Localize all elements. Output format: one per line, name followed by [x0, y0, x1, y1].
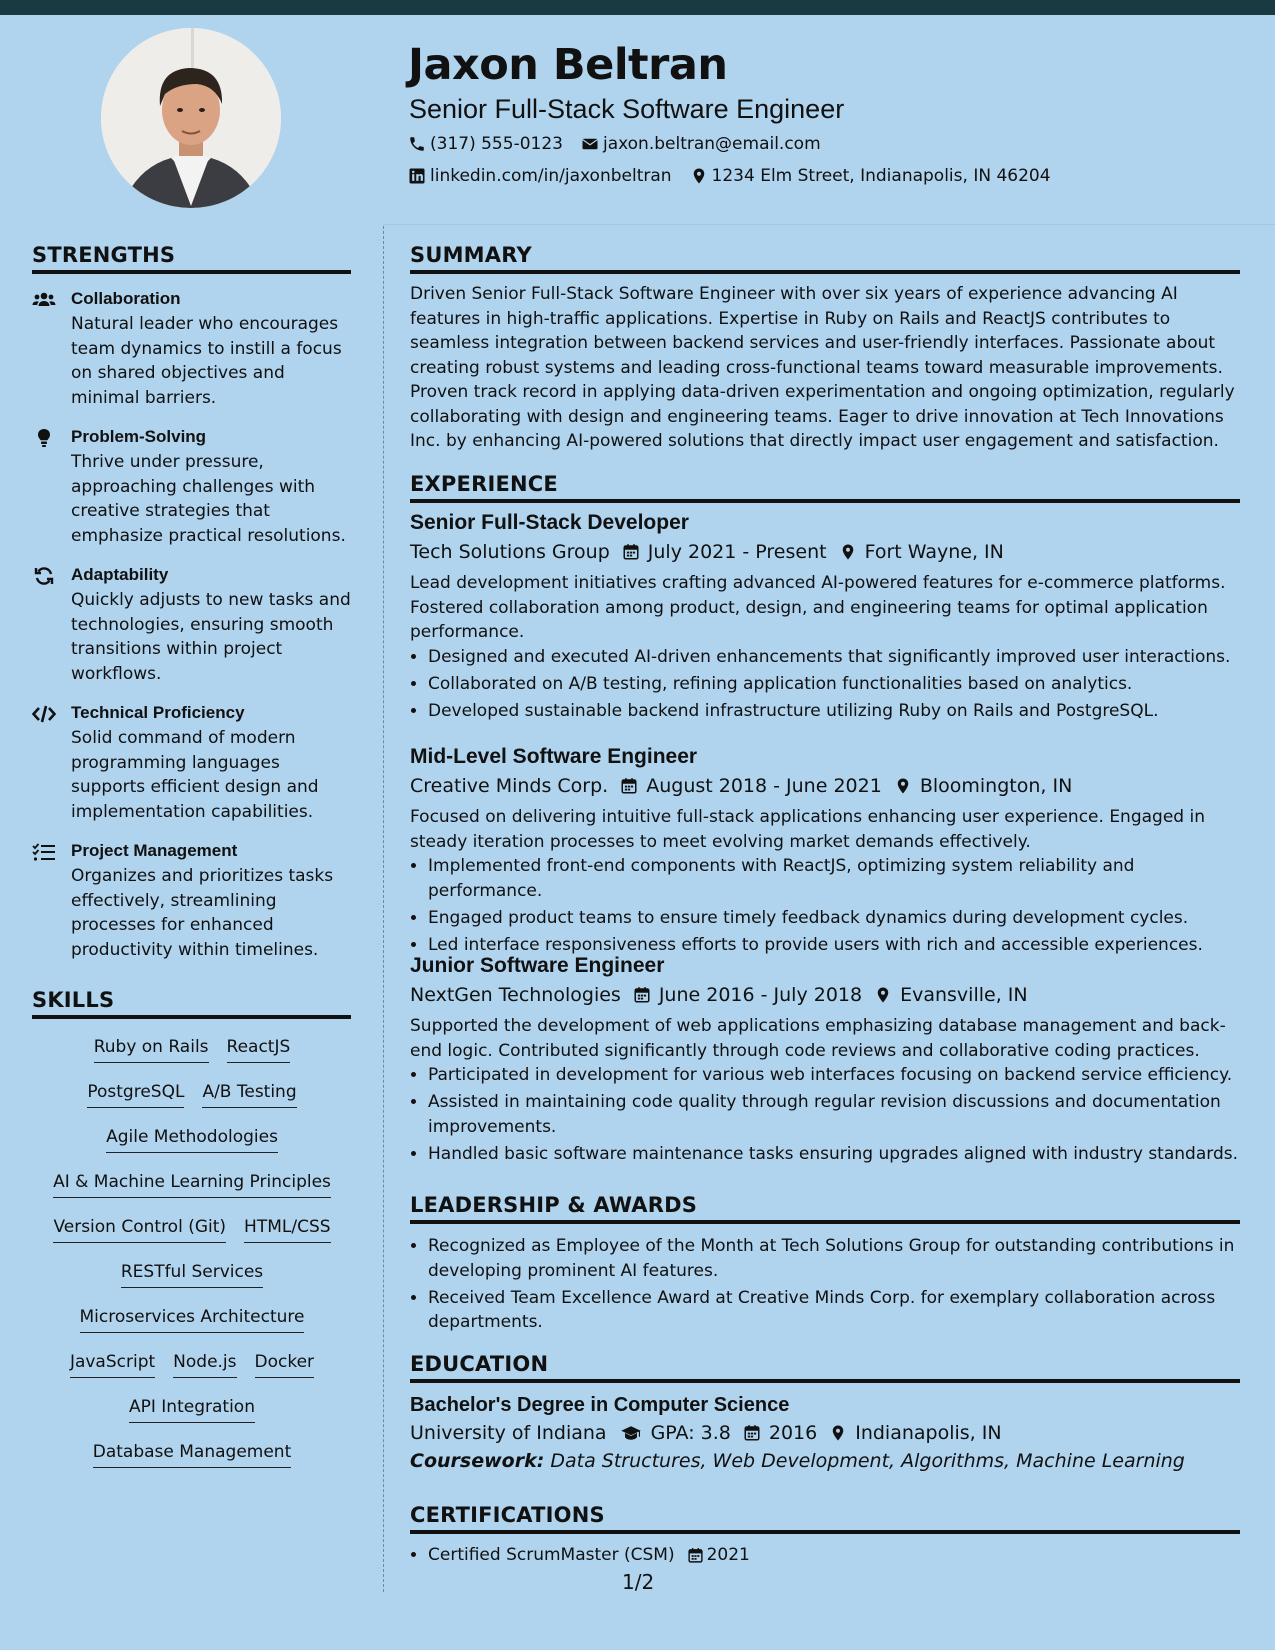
- job-title: Senior Full-Stack Developer: [410, 511, 689, 534]
- skill-tag: A/B Testing: [202, 1082, 296, 1108]
- strength-desc: Natural leader who encourages team dynamics to instill a focus on shared objectives and minimal barriers.: [71, 314, 342, 408]
- address-item: [690, 166, 1051, 186]
- job-entry: [410, 954, 1240, 1169]
- certifications-section: [410, 1543, 1240, 1570]
- phone-icon: [408, 135, 426, 153]
- strength-title: Project Management: [71, 841, 238, 860]
- certification-item: [428, 1543, 1240, 1568]
- bullet-item: • Developed sustainable backend infrastructure utilizing Ruby on Rails and PostgreSQL.: [428, 699, 1240, 724]
- school-location: Indianapolis, IN: [855, 1422, 1002, 1444]
- skill-tag: Docker: [255, 1352, 315, 1378]
- linkedin-url[interactable]: linkedin.com/in/jaxonbeltran: [430, 166, 672, 186]
- graduation-year: 2016: [768, 1422, 818, 1444]
- tasks-icon: [32, 842, 56, 862]
- skill-tag: Database Management: [93, 1442, 292, 1468]
- bullet-item: • Handled basic software maintenance tasks ensuring upgrades aligned with industry standards.: [428, 1142, 1240, 1167]
- skill-row: [32, 1352, 352, 1397]
- bullet-item: • Led interface responsiveness efforts to provide users with rich and accessible experiences.: [428, 933, 1240, 958]
- job-entry: [410, 745, 1240, 960]
- map-marker-icon: [690, 167, 708, 185]
- certifications-heading: CERTIFICATIONS: [410, 1503, 1240, 1534]
- strength-item: [32, 288, 352, 410]
- bullet-item: • Designed and executed AI-driven enhancements that significantly improved user interactions.: [428, 645, 1240, 670]
- top-bar: [0, 0, 1275, 15]
- linkedin-item: [408, 166, 672, 186]
- sync-icon: [32, 566, 56, 586]
- skill-tag: RESTful Services: [121, 1262, 263, 1288]
- leadership-bullets: [410, 1234, 1240, 1335]
- envelope-icon: [581, 135, 599, 153]
- job-meta: [410, 984, 1240, 1006]
- education-heading: EDUCATION: [410, 1352, 1240, 1383]
- graduation-cap-icon: [619, 1424, 643, 1442]
- calendar-icon: [620, 777, 638, 795]
- job-entry: [410, 511, 1240, 726]
- job-location: Fort Wayne, IN: [864, 541, 1004, 563]
- skill-tag: AI & Machine Learning Principles: [53, 1172, 331, 1198]
- summary-heading: SUMMARY: [410, 243, 1240, 274]
- strength-title: Problem-Solving: [71, 427, 207, 446]
- email-address[interactable]: jaxon.beltran@email.com: [602, 134, 821, 154]
- skill-row: [32, 1127, 352, 1172]
- skill-row: [32, 1397, 352, 1442]
- map-marker-icon: [829, 1424, 847, 1442]
- header-rule: [383, 224, 1275, 225]
- skill-tag: JavaScript: [70, 1352, 155, 1378]
- users-icon: [32, 290, 56, 310]
- job-company: NextGen Technologies: [410, 984, 621, 1006]
- skill-tag: API Integration: [129, 1397, 255, 1423]
- job-meta: [410, 541, 1240, 563]
- email-item: [581, 134, 821, 154]
- address-text: 1234 Elm Street, Indianapolis, IN 46204: [711, 166, 1051, 186]
- coursework-list: Data Structures, Web Development, Algorithms, Machine Learning: [550, 1450, 1185, 1472]
- experience-heading: EXPERIENCE: [410, 472, 1240, 503]
- bullet-item: • Assisted in maintaining code quality through regular revision discussions and documentation improvements.: [428, 1090, 1240, 1139]
- candidate-name: Jaxon Beltran: [408, 40, 728, 90]
- strengths-heading: STRENGTHS: [32, 243, 351, 274]
- skill-tag: Agile Methodologies: [106, 1127, 278, 1153]
- skill-tag: PostgreSQL: [87, 1082, 184, 1108]
- job-company: Creative Minds Corp.: [410, 775, 609, 797]
- phone-number[interactable]: (317) 555-0123: [430, 134, 563, 154]
- coursework-label: Coursework:: [410, 1450, 545, 1472]
- job-title: Junior Software Engineer: [410, 954, 665, 977]
- candidate-title: Senior Full-Stack Software Engineer: [409, 94, 845, 124]
- bullet-item: • Collaborated on A/B testing, refining application functionalities based on analytics.: [428, 672, 1240, 697]
- job-meta: [410, 775, 1240, 797]
- job-company: Tech Solutions Group: [410, 541, 610, 563]
- skill-row: [32, 1037, 352, 1082]
- skill-tag: Microservices Architecture: [80, 1307, 305, 1333]
- strength-item: [32, 564, 352, 686]
- contact-row-2: [408, 166, 1069, 186]
- summary-text: Driven Senior Full-Stack Software Engineer with over six years of experience advancing AI features in high-traffic applications. Expertise in Ruby on Rails and ReactJS contributes to seamless integration between backend services and user-friendly interfaces. Passionate about creating robust systems and leading cross-functional teams toward measurable improvements. Proven track record in applying data-driven experimentation and ongoing optimization, regularly collaborating with design and engineering teams. Eager to drive innovation at Tech Innovations Inc. by enhancing AI-powered solutions that directly impact user engagement and satisfaction.: [410, 284, 1235, 451]
- skill-tag: ReactJS: [227, 1037, 291, 1063]
- skill-tag: HTML/CSS: [244, 1217, 331, 1243]
- map-marker-icon: [894, 777, 912, 795]
- phone-item: [408, 134, 563, 154]
- page-number: 1/2: [622, 1570, 655, 1594]
- bullet-item: • Participated in development for various web interfaces focusing on backend service efficiency.: [428, 1063, 1240, 1088]
- strength-desc: Quickly adjusts to new tasks and technologies, ensuring smooth transitions within project workflows.: [71, 590, 351, 684]
- degree-title: Bachelor's Degree in Computer Science: [410, 1394, 790, 1416]
- job-description: Lead development initiatives crafting advanced AI-powered features for e-commerce platforms. Fostered collaboration among product, design, and engineering teams for optimal application performance.: [410, 573, 1226, 642]
- school-name: University of Indiana: [410, 1422, 607, 1444]
- profile-photo: [101, 28, 281, 208]
- coursework-line: [410, 1450, 1240, 1472]
- strength-title: Collaboration: [71, 289, 181, 308]
- map-marker-icon: [839, 543, 857, 561]
- strength-title: Adaptability: [71, 565, 169, 584]
- linkedin-icon: [408, 167, 426, 185]
- skill-tag: Node.js: [173, 1352, 236, 1378]
- strength-item: [32, 702, 352, 824]
- job-location: Bloomington, IN: [919, 775, 1073, 797]
- job-location: Evansville, IN: [900, 984, 1028, 1006]
- skill-tag: Version Control (Git): [53, 1217, 226, 1243]
- job-dates: July 2021 - Present: [647, 541, 827, 563]
- column-divider: [383, 226, 384, 1592]
- strength-desc: Solid command of modern programming languages supports efficient design and implementation capabilities.: [71, 728, 319, 822]
- job-bullets: [410, 1063, 1240, 1166]
- education-meta: [410, 1422, 1240, 1444]
- job-bullets: [410, 645, 1240, 724]
- job-description: Focused on delivering intuitive full-stack applications enhancing user experience. Engaged in steady iteration processes to meet evolving market demands effectively.: [410, 807, 1205, 852]
- job-title: Mid-Level Software Engineer: [410, 745, 698, 768]
- job-description: Supported the development of web applications emphasizing database management and back-end logic. Contributed significantly through code reviews and collaborative coding practices.: [410, 1016, 1226, 1061]
- bullet-item: • Recognized as Employee of the Month at Tech Solutions Group for outstanding contributions in developing prominent AI features.: [428, 1234, 1240, 1283]
- skill-row: [32, 1082, 352, 1127]
- job-bullets: [410, 854, 1240, 957]
- strength-item: [32, 840, 352, 962]
- contact-row-1: [408, 134, 839, 154]
- leadership-section: [410, 1234, 1240, 1337]
- skill-row: [32, 1172, 352, 1217]
- calendar-icon: [687, 1547, 704, 1564]
- strength-title: Technical Proficiency: [71, 703, 245, 722]
- strength-item: [32, 426, 352, 548]
- bullet-item: • Received Team Excellence Award at Creative Minds Corp. for exemplary collaboration across departments.: [428, 1286, 1240, 1335]
- certification-name: • Certified ScrumMaster (CSM): [428, 1545, 675, 1565]
- skill-row: [32, 1217, 352, 1262]
- calendar-icon: [622, 543, 640, 561]
- calendar-icon: [743, 1424, 761, 1442]
- leadership-heading: LEADERSHIP & AWARDS: [410, 1193, 1240, 1224]
- calendar-icon: [633, 986, 651, 1004]
- certifications-list: [410, 1543, 1240, 1568]
- skill-tag: Ruby on Rails: [94, 1037, 209, 1063]
- lightbulb-icon: [32, 428, 56, 448]
- strength-desc: Organizes and prioritizes tasks effectively, streamlining processes for enhanced productivity within timelines.: [71, 866, 334, 960]
- map-marker-icon: [874, 986, 892, 1004]
- skill-row: [32, 1307, 352, 1352]
- strength-desc: Thrive under pressure, approaching challenges with creative strategies that emphasize practical resolutions.: [71, 452, 346, 546]
- skills-heading: SKILLS: [32, 988, 351, 1019]
- gpa-value: GPA: 3.8: [650, 1422, 731, 1444]
- certification-year: 2021: [706, 1545, 750, 1565]
- skills-list: [32, 1037, 352, 1487]
- skill-row: [32, 1442, 352, 1487]
- job-dates: June 2016 - July 2018: [658, 984, 863, 1006]
- skill-row: [32, 1262, 352, 1307]
- code-icon: [32, 704, 56, 724]
- job-dates: August 2018 - June 2021: [646, 775, 882, 797]
- bullet-item: • Implemented front-end components with ReactJS, optimizing system reliability and performance.: [428, 854, 1240, 903]
- education-entry: [410, 1394, 1240, 1472]
- bullet-item: • Engaged product teams to ensure timely feedback dynamics during development cycles.: [428, 906, 1240, 931]
